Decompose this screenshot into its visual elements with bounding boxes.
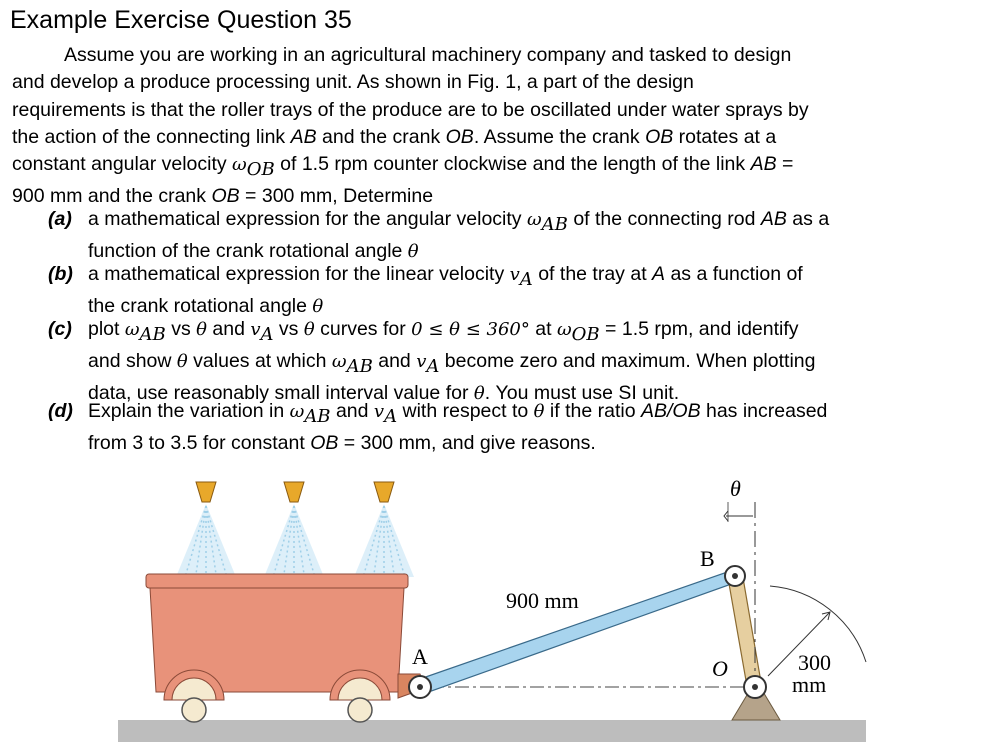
spray-2 xyxy=(264,482,324,577)
intro-line-6: 900 mm and the crank OB = 300 mm, Determine xyxy=(12,185,434,208)
label-link-length: 900 mm xyxy=(506,588,579,613)
question-d-label: (d) xyxy=(48,400,73,422)
ground xyxy=(118,720,866,742)
label-A: A xyxy=(412,644,428,669)
label-O: O xyxy=(712,656,728,681)
question-d: (d) Explain the variation in $\omega_{AB}$ and $v_A$ with respect to θ if the ratio AB/OB has increased from 3 to 3.5 for constant OB = 300 mm, and give reasons. xyxy=(48,400,828,455)
crank-OB xyxy=(728,572,762,692)
intro-line-1: Assume you are working in an agricultural machinery company and tasked to design xyxy=(64,44,792,66)
label-crank-length-2: mm xyxy=(792,672,827,697)
question-c: (c) plot $\omega_{AB}$ vs θ and $v_A$ vs θ curves for 0 ≤ θ ≤ 360° at $\omega_{OB} = 1.5$ rpm, and identify and show θ values at which $\omega_{AB}$ and $v_A$ become zero and maximum. When plotting data, use reasonably small interval value for θ. You must use SI unit. xyxy=(48,318,816,405)
question-a-label: (a) xyxy=(48,208,72,230)
label-B: B xyxy=(700,546,715,571)
page-title: Example Exercise Question 35 xyxy=(10,6,352,34)
label-crank-length-1: 300 xyxy=(798,650,831,675)
spray-3 xyxy=(354,482,414,577)
problem-statement xyxy=(12,42,977,211)
intro-line-2: and develop a produce processing unit. As shown in Fig. 1, a part of the design xyxy=(12,71,694,94)
intro-line-5: constant angular velocity $\omega_{OB}$ of 1.5 rpm counter clockwise and the length of the link AB = xyxy=(12,153,794,181)
roller-tray xyxy=(146,574,408,722)
intro-line-4: the action of the connecting link AB and the crank OB. Assume the crank OB rotates at a xyxy=(12,125,777,148)
intro-line-3: requirements is that the roller trays of the produce are to be oscillated under water sprays by xyxy=(12,98,809,121)
question-b-label: (b) xyxy=(48,263,73,285)
question-c-label: (c) xyxy=(48,318,72,340)
spray-nozzles xyxy=(176,482,414,577)
mechanism-figure xyxy=(0,462,984,752)
spray-1 xyxy=(176,482,236,577)
label-theta: θ xyxy=(730,476,741,501)
question-a: (a) a mathematical expression for the angular velocity $\omega_{AB}$ of the connecting rod AB as a function of the crank rotational angle θ xyxy=(48,208,830,263)
question-b: (b) a mathematical expression for the linear velocity $v_A$ of the tray at A as a function of the crank rotational angle θ xyxy=(48,263,803,318)
